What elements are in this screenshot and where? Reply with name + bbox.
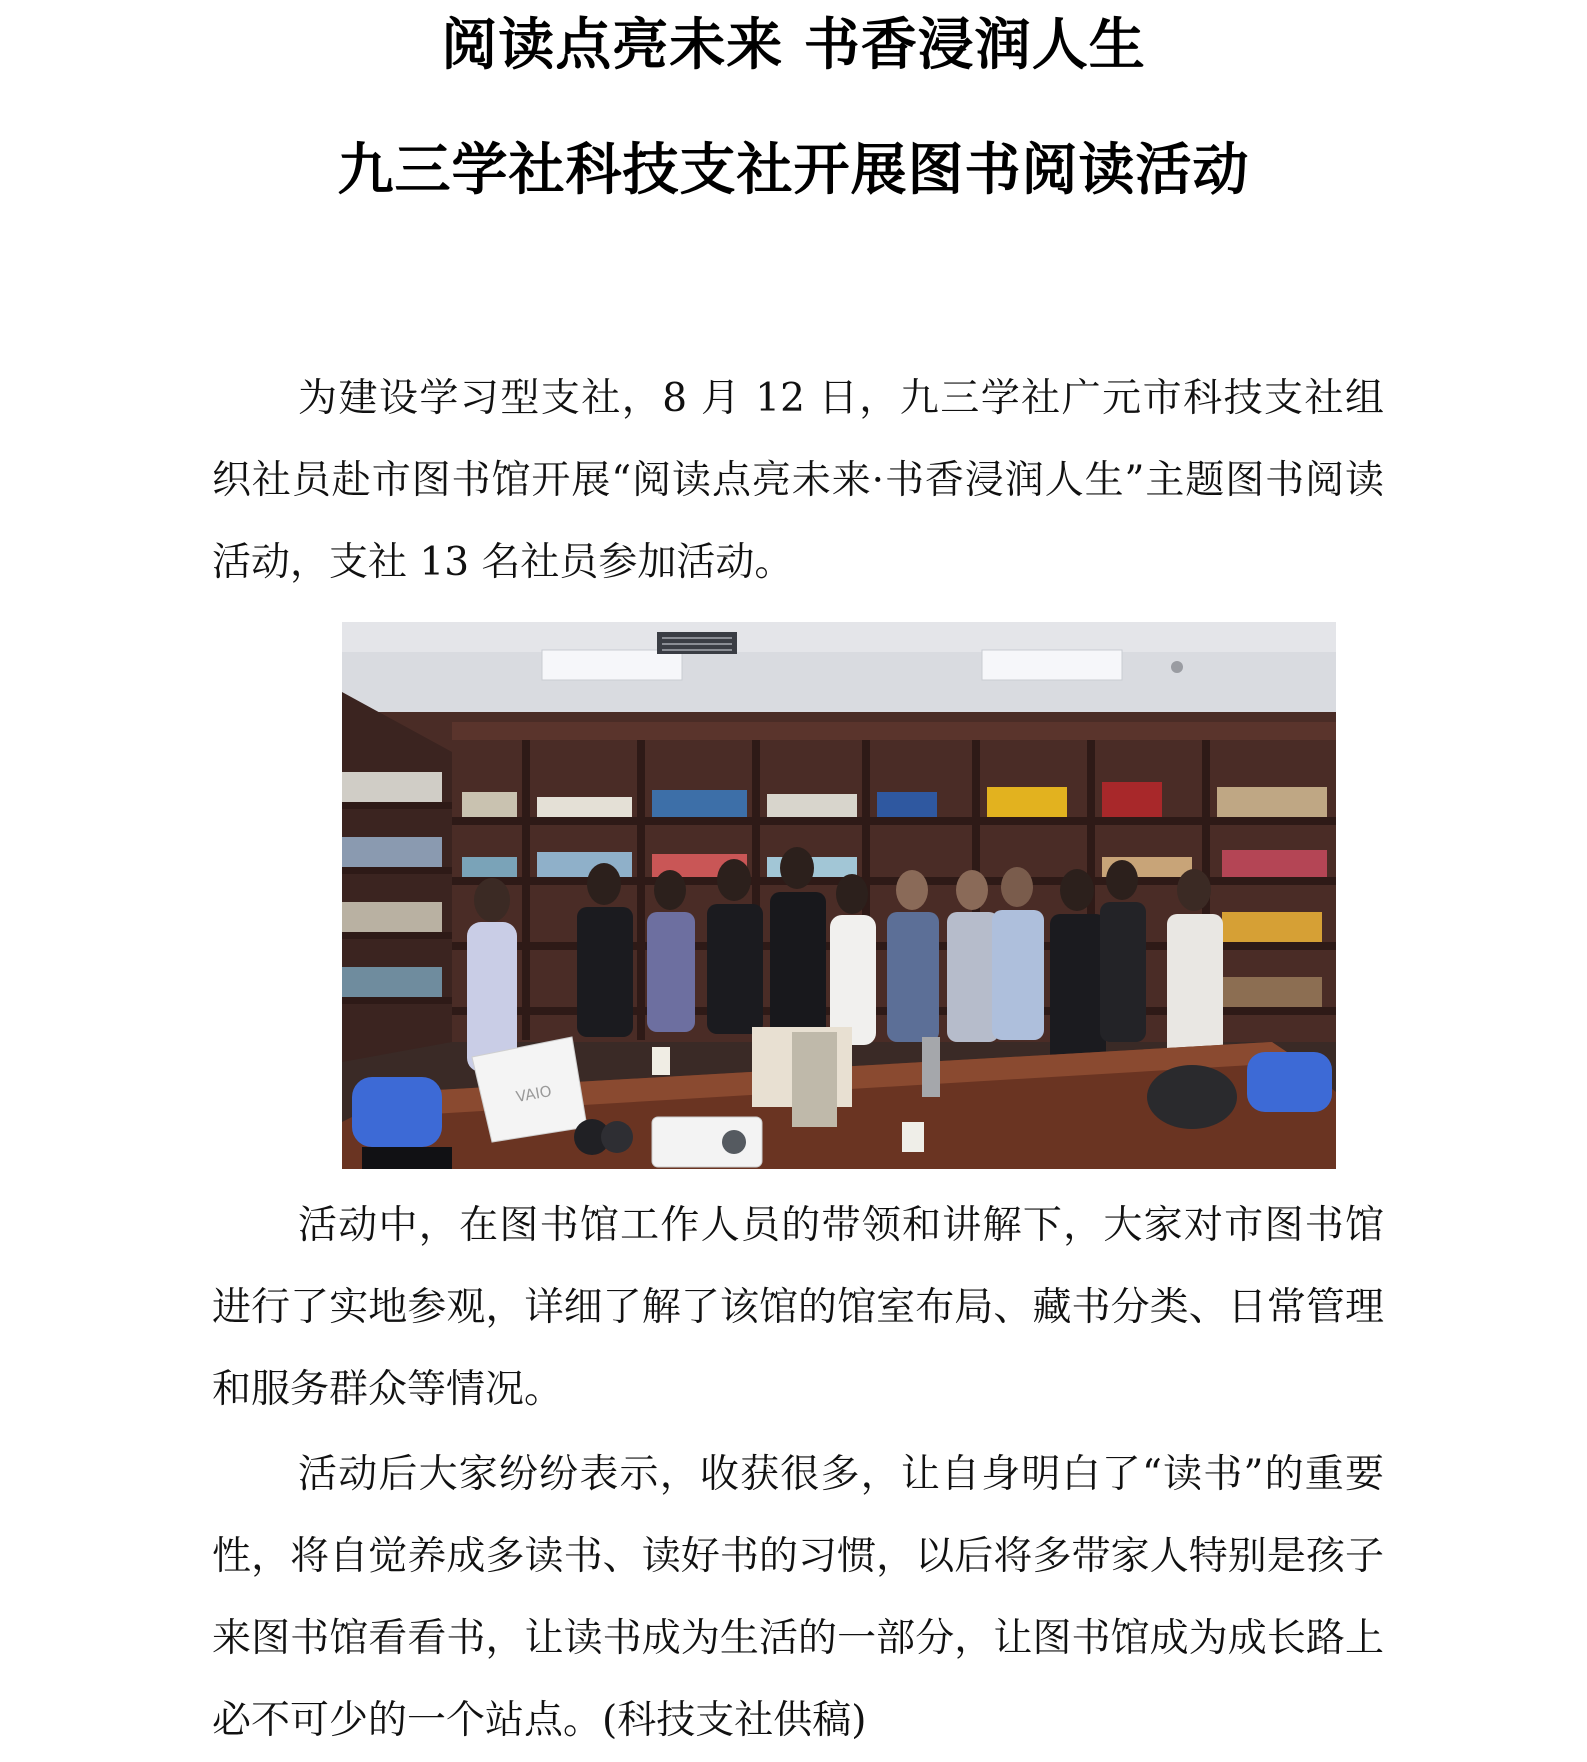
- paragraph-reflection: 活动后大家纷纷表示，收获很多，让自身明白了“读书”的重要性，将自觉养成多读书、读好书的习惯，以后将多带家人特别是孩子来图书馆看看书，让读书成为生活的一部分，让图书馆成为成长路上必不可少的一个站点。(科技支社供稿): [212, 1452, 1384, 1743]
- paragraph-intro: 为建设学习型支社，8 月 12 日，九三学社广元市科技支社组织社员赴市图书馆开展“阅读点亮未来·书香浸润人生”主题图书阅读活动，支社 13 名社员参加活动。: [212, 376, 1384, 585]
- group-photo: [342, 622, 1336, 1169]
- laptop-logo: VAIO: [514, 1081, 553, 1106]
- paragraph-visit: 活动中，在图书馆工作人员的带领和讲解下，大家对市图书馆进行了实地参观，详细了解了该馆的馆室布局、藏书分类、日常管理和服务群众等情况。: [212, 1203, 1384, 1412]
- headline-line-1: 阅读点亮未来 书香浸润人生: [441, 12, 1146, 78]
- headline-line-2: 九三学社科技支社开展图书阅读活动: [337, 137, 1250, 203]
